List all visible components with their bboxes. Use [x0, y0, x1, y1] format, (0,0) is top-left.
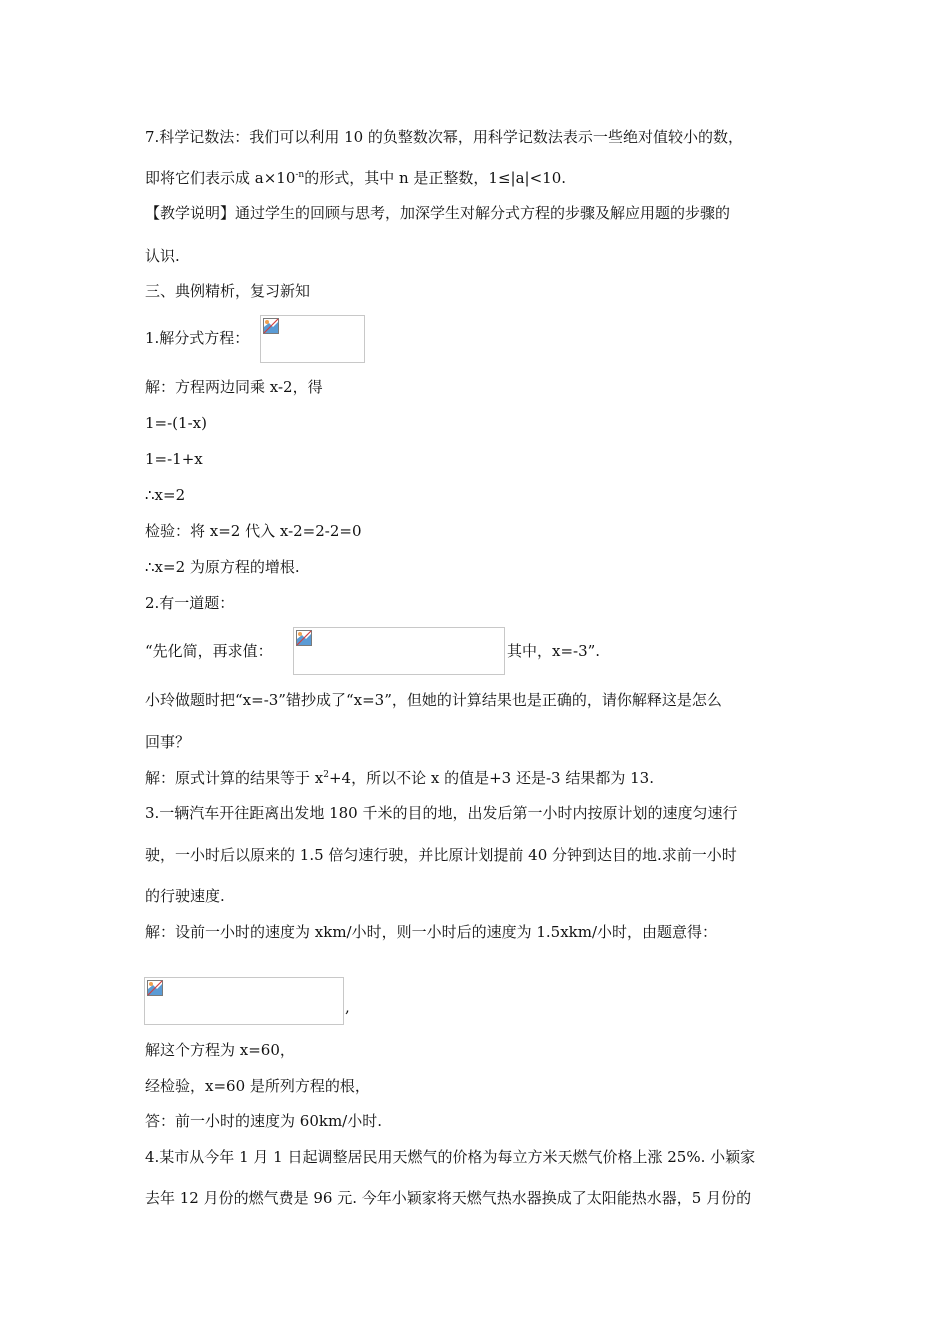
paragraph-line: 3.一辆汽车开往距离出发地 180 千米的目的地，出发后第一小时内按原计划的速度匀速行: [145, 804, 738, 822]
problem-label: 1.解分式方程：: [145, 329, 250, 347]
paragraph-line: 解：方程两边同乘 x-2，得: [145, 378, 323, 396]
paragraph-line: 答：前一小时的速度为 60km/小时.: [145, 1112, 382, 1130]
text-fragment: 即将它们表示成 a×10: [145, 169, 296, 187]
paragraph-line: 2.有一道题：: [145, 594, 235, 612]
paragraph-line: 的行驶速度.: [145, 887, 225, 905]
paragraph-line: 小玲做题时把“x=-3”错抄成了“x=3”，但她的计算结果也是正确的，请你解释这是怎么: [145, 691, 722, 709]
paragraph-line: 检验：将 x=2 代入 x-2=2-2=0: [145, 522, 362, 540]
paragraph-line: 经检验，x=60 是所列方程的根，: [145, 1077, 370, 1095]
paragraph-line: [145, 768, 654, 791]
text-fragment: 解：原式计算的结果等于 x: [145, 769, 324, 787]
paragraph-line: 认识.: [145, 247, 180, 265]
paragraph-line: 1=-(1-x): [145, 414, 207, 432]
section-heading: 三、典例精析，复习新知: [145, 282, 311, 300]
comma: ,: [345, 998, 350, 1016]
paragraph-line: 7.科学记数法：我们可以利用 10 的负整数次幂，用科学记数法表示一些绝对值较小的数，: [145, 128, 743, 146]
paragraph-line: [145, 168, 566, 191]
paragraph-line: ∴x=2 为原方程的增根.: [145, 558, 300, 576]
paragraph-line: 4.某市从今年 1 月 1 日起调整居民用天燃气的价格为每立方米天燃气价格上涨 25%. 小颖家: [145, 1148, 756, 1166]
paragraph-line: 去年 12 月份的燃气费是 96 元. 今年小颖家将天燃气热水器换成了太阳能热水器，5 月份的: [145, 1189, 752, 1207]
paragraph-line: 【教学说明】通过学生的回顾与思考，加深学生对解分式方程的步骤及解应用题的步骤的: [145, 204, 731, 222]
paragraph-line: 解：设前一小时的速度为 xkm/小时，则一小时后的速度为 1.5xkm/小时，由题意得：: [145, 923, 718, 941]
equation-image: [260, 315, 365, 363]
broken-image-icon: [296, 630, 312, 646]
paragraph-line: 其中，x=-3”.: [507, 642, 601, 660]
paragraph-line: 解这个方程为 x=60，: [145, 1041, 295, 1059]
superscript: 2: [323, 770, 329, 780]
paragraph-line: 1=-1+x: [145, 450, 203, 468]
text-fragment: +4，所以不论 x 的值是+3 还是-3 结果都为 13.: [328, 769, 654, 787]
superscript: -n: [295, 170, 305, 180]
paragraph-line: 驶，一小时后以原来的 1.5 倍匀速行驶，并比原计划提前 40 分钟到达目的地.求前一小时: [145, 846, 737, 864]
text-fragment: 的形式，其中 n 是正整数，1≤|a|<10.: [304, 169, 567, 187]
broken-image-icon: [263, 318, 279, 334]
paragraph-line: ∴x=2: [145, 486, 186, 504]
paragraph-line: “先化简，再求值：: [145, 642, 273, 660]
expression-image: [293, 627, 505, 675]
broken-image-icon: [147, 980, 163, 996]
equation-image: [144, 977, 344, 1025]
paragraph-line: 回事？: [145, 733, 191, 751]
